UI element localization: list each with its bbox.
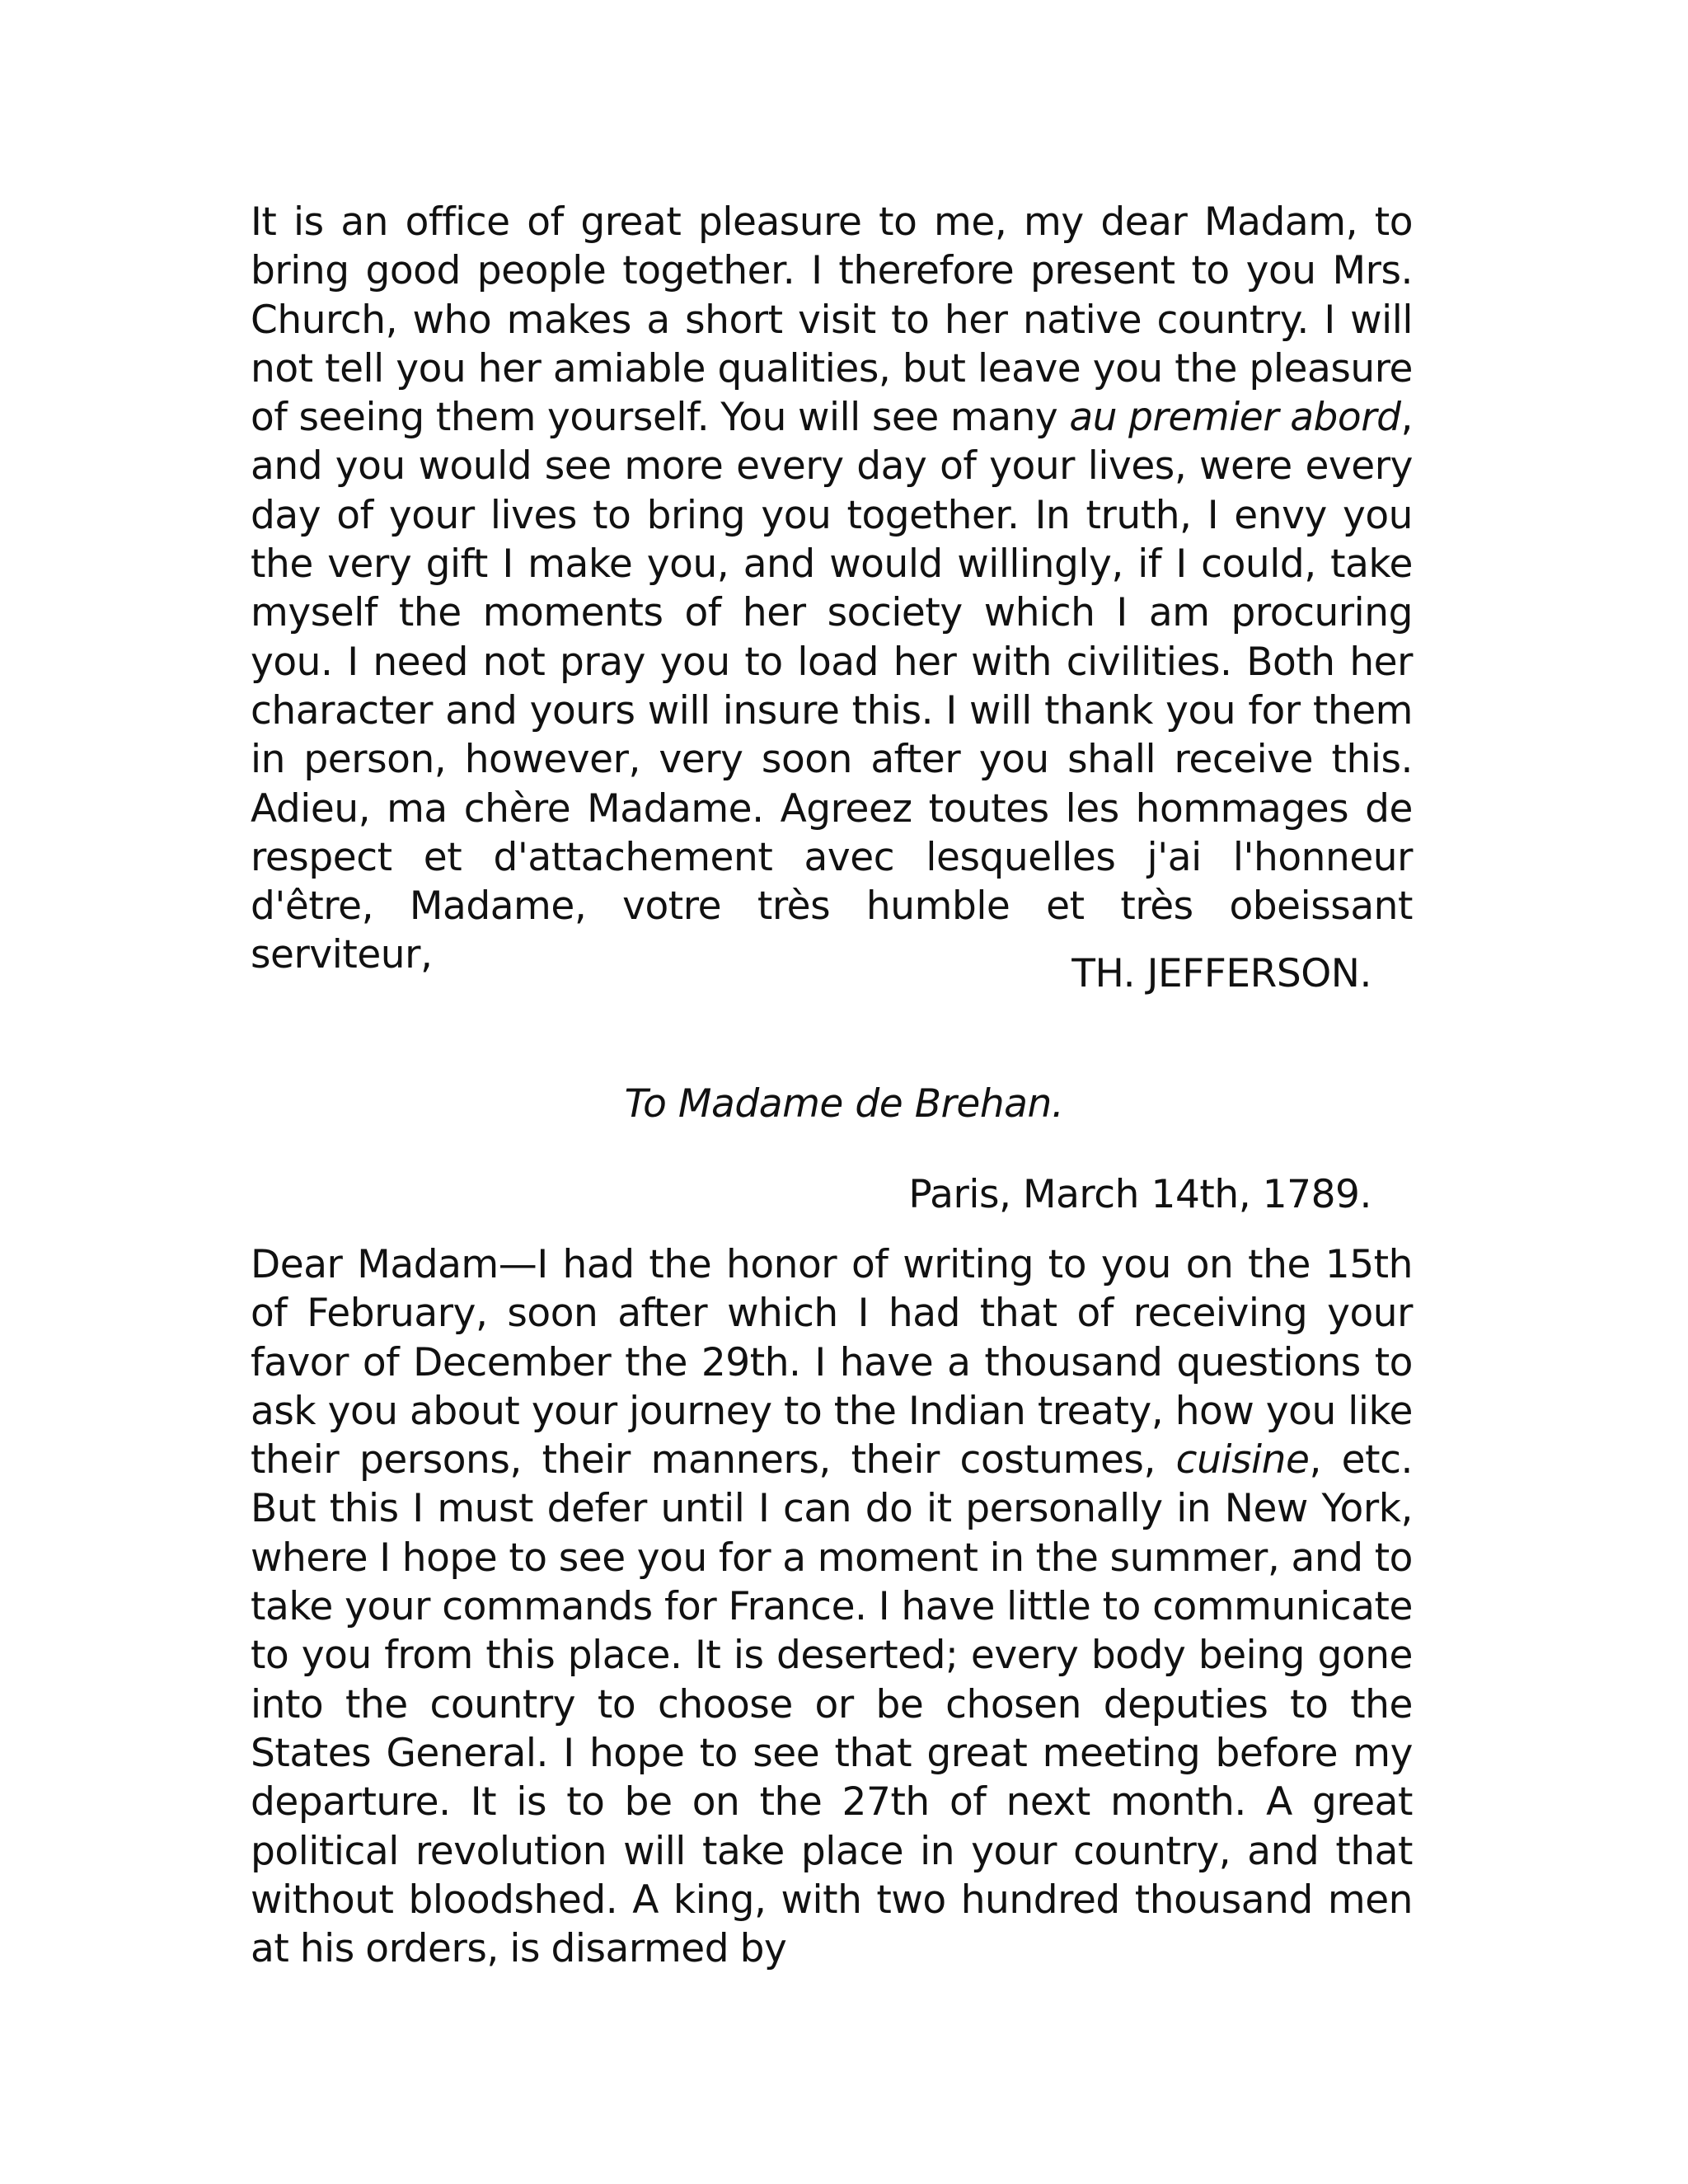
letter-heading: To Madame de Brehan. (624, 1081, 1064, 1127)
letter-body-brehan (251, 1240, 1413, 1973)
body-text-italic: cuisine (1175, 1437, 1310, 1483)
body-text-start: Dear Madam—I had the honor of writing to you on the 15th of February, soon after which I had that of receiving your favor of December the 29th. I have a thousand questions to ask you about your journey to the Indian treaty, how you like their persons, their manners, their costumes, (251, 1242, 1413, 1483)
body-text-end: , and you would see more every day of your lives, were every day of your lives to bring you together. In truth, I envy you the very gift I make you, and would willingly, if I could, take myself the moments of her society which I am procuring you. I need not pray you to load her with civilities. Both her character and yours will insure this. I will thank you for them in person, however, very soon after you shall receive this. Adieu, ma chère Madame. Agreez toutes les hommages de respect et d'attachement avec lesquelles j'ai l'honneur d'être, Madame, votre très humble et très obeissant serviteur, (251, 395, 1413, 978)
body-text-italic: au premier abord (1069, 395, 1401, 441)
body-text-start: It is an office of great pleasure to me, my dear Madam, to bring good people together. I therefore present to you Mrs. Church, who makes a short visit to her native country. I will not tell you her amiable qualities, but leave you the pleasure of seeing them yourself. You will see many (251, 199, 1413, 441)
signature: TH. JEFFERSON. (1071, 951, 1372, 996)
letter-dateline: Paris, March 14th, 1789. (908, 1172, 1372, 1217)
letter-body-church (251, 198, 1413, 980)
body-text-end: , etc. But this I must defer until I can do it personally in New York, where I hope to see you for a moment in the summer, and to take your commands for France. I have little to communicate to you from this place. It is deserted; every body being gone into the country to choose or be chosen deputies to the States General. I hope to see that great meeting before my departure. It is to be on the 27th of next month. A great political revolution will take place in your country, and that without bloodshed. A king, with two hundred thousand men at his orders, is disarmed by (251, 1437, 1414, 1972)
